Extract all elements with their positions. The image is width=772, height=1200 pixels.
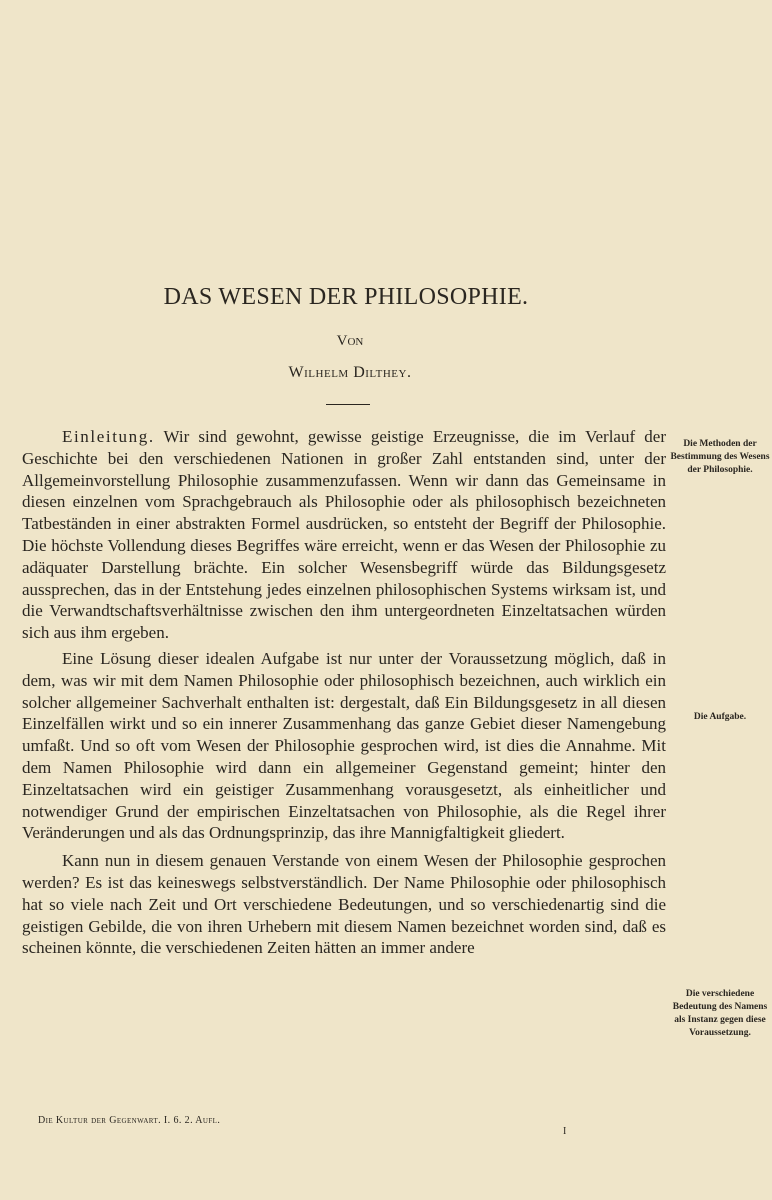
margin-note-meaning: Die verschiedene Bedeutung des Namens als Instanz gegen diese Voraussetzung. (672, 989, 768, 1038)
page-title: DAS WESEN DER PHILOSOPHIE. (163, 284, 529, 310)
section-lead: Einleitung. (62, 427, 155, 446)
body-text (22, 426, 666, 959)
author-name: Wilhelm Dilthey. (288, 364, 412, 381)
paragraph-2: Eine Lösung dieser idealen Aufgabe ist nur unter der Voraussetzung möglich, daß in dem, was wir mit dem Namen Philosophie oder philosophisch bezeichnen, auch wirklich ein solcher allgemeiner Sachverhalt enthalten ist: dergestalt, daß Ein Bildungsgesetz in all diesen Einzelfällen wirkt und so ein innerer Zusammenhang das ganze Gebiet dieser Namengebung umfaßt. Und so oft vom Wesen der Philosophie gesprochen wird, ist dies die Annahme. Mit dem Namen Philosophie wird dann ein allgemeiner Gegenstand gemeint; hinter den Einzeltatsachen wird ein geistiger Zusammenhang vorausgesetzt, als einheitlicher und notwendiger Grund der empirischen Einzeltatsachen von Philosophie, als die Regel ihrer Veränderungen und als das Ordnungsprinzip, das ihre Mannigfaltigkeit gliedert. (22, 648, 666, 843)
byline: Von (336, 333, 364, 349)
margin-note-task: Die Aufgabe. (693, 712, 747, 722)
paragraph-1 (22, 426, 666, 644)
margin-note-methods: Die Methoden der Bestimmung des Wesens der Philosophie. (670, 439, 770, 475)
paragraph-3: Kann nun in diesem genauen Verstande von einem Wesen der Philosophie gesprochen werden? Es ist das keineswegs selbstverständlich. Der Name Philosophie oder philosophisch hat so viele nach Zeit und Ort verschiedene Bedeutungen, und so verschiedenartig sind die geistigen Gebilde, die von ihren Urhebern mit diesem Namen bezeichnet worden sind, daß es scheinen könnte, die verschiedenen Zeiten hätten an immer andere (22, 851, 666, 958)
signature-mark: I (563, 1126, 567, 1137)
footer-source: Die Kultur der Gegenwart. I. 6. 2. Aufl. (38, 1115, 221, 1126)
title-divider (326, 404, 370, 405)
paragraph-1-text: Wir sind gewohnt, gewisse geistige Erzeugnisse, die im Verlauf der Geschichte bei den verschiedenen Nationen in großer Zahl entstanden sind, unter der Allgemeinvorstellung Philosophie zusammenzufassen. Wenn wir dann das Gemeinsame in diesen einzelnen vom Sprachgebrauch als Philosophie oder als philosophisch bezeichneten Tatbeständen in einer abstrakten Formel ausdrücken, so entsteht der Begriff der Philosophie. Die höchste Vollendung dieses Begriffes wäre erreicht, wenn er das Wesen der Philosophie zu adäquater Darstellung brächte. Ein solcher Wesensbegriff würde das Bildungsgesetz aussprechen, das in der Entstehung jedes einzelnen philosophischen Systems wirksam ist, und die Verwandtschaftsverhältnisse zwischen den ihm untergeordneten Einzeltatsachen würden sich aus ihm ergeben. (22, 427, 666, 643)
